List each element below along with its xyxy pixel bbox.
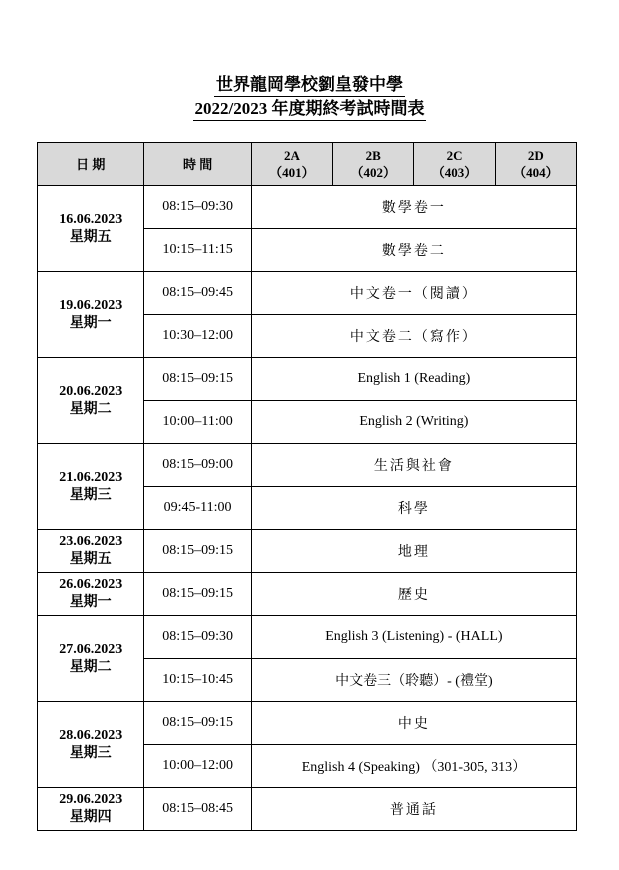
subject-cell: 中史 (251, 702, 576, 745)
class-room: （404） (513, 165, 559, 180)
exam-date: 19.06.2023 (59, 297, 123, 313)
header-row (38, 143, 577, 186)
subject-cell: 中文卷二（寫作） (251, 315, 576, 358)
header-class-2d (495, 143, 576, 186)
exam-weekday: 星期一 (69, 315, 112, 331)
table-row (38, 272, 577, 315)
subject-cell: 歷史 (251, 573, 576, 616)
time-cell: 08:15–09:15 (144, 573, 251, 616)
class-name: 2C (446, 148, 463, 163)
subject-cell: 數學卷二 (251, 229, 576, 272)
exam-weekday: 星期四 (69, 810, 112, 825)
time-cell: 08:15–09:30 (144, 186, 251, 229)
header-time: 時 間 (144, 143, 251, 186)
subject-cell: 中文卷一（閱讀） (251, 272, 576, 315)
time-cell: 10:00–12:00 (144, 745, 251, 788)
exam-date: 23.06.2023 (59, 534, 123, 549)
time-cell: 08:15–09:30 (144, 616, 251, 659)
header-class-2c (414, 143, 495, 186)
time-cell: 09:45-11:00 (144, 487, 251, 530)
exam-date: 16.06.2023 (59, 211, 123, 227)
time-cell: 10:15–10:45 (144, 659, 251, 702)
class-room: （403） (431, 165, 478, 180)
exam-date: 26.06.2023 (59, 577, 123, 592)
exam-date: 21.06.2023 (59, 469, 123, 485)
subject-cell: English 3 (Listening) - (HALL) (251, 616, 576, 659)
date-cell (38, 358, 144, 444)
exam-date: 29.06.2023 (59, 792, 123, 807)
time-cell: 08:15–09:45 (144, 272, 251, 315)
header-date: 日 期 (38, 143, 144, 186)
subject-cell: English 1 (Reading) (251, 358, 576, 401)
document-title (0, 74, 619, 122)
subject-cell: 地理 (251, 530, 576, 573)
subject-cell: 科學 (251, 487, 576, 530)
date-cell (38, 788, 144, 831)
exam-date: 20.06.2023 (59, 383, 123, 399)
time-cell: 10:00–11:00 (144, 401, 251, 444)
subject-cell: English 4 (Speaking) （301-305, 313） (251, 745, 576, 788)
header-class-2b (333, 143, 414, 186)
date-cell (38, 573, 144, 616)
time-cell: 08:15–09:15 (144, 530, 251, 573)
class-name: 2B (365, 148, 381, 163)
subject-cell: 生活與社會 (251, 444, 576, 487)
exam-weekday: 星期二 (69, 659, 112, 675)
header-class-2a (251, 143, 332, 186)
exam-weekday: 星期二 (69, 401, 112, 417)
time-cell: 08:15–08:45 (144, 788, 251, 831)
exam-date: 28.06.2023 (59, 727, 123, 743)
table-row (38, 444, 577, 487)
table-row (38, 702, 577, 745)
subject-cell: 中文卷三（聆聽）- (禮堂) (251, 659, 576, 702)
date-cell (38, 530, 144, 573)
class-room: （402） (350, 165, 396, 180)
subject-cell: English 2 (Writing) (251, 401, 576, 444)
subject-cell: 普通話 (251, 788, 576, 831)
class-name: 2A (283, 148, 300, 163)
class-name: 2D (527, 148, 544, 163)
time-cell: 08:15–09:00 (144, 444, 251, 487)
exam-schedule-table (37, 142, 577, 831)
class-room: （401） (269, 165, 315, 180)
exam-weekday: 星期五 (69, 229, 112, 245)
table-row (38, 530, 577, 573)
date-cell (38, 186, 144, 272)
exam-weekday: 星期一 (69, 595, 112, 610)
date-cell (38, 616, 144, 702)
exam-weekday: 星期三 (69, 487, 112, 503)
date-cell (38, 272, 144, 358)
table-row (38, 616, 577, 659)
school-name: 世界龍岡學校劉皇發中學 (214, 74, 405, 97)
table-row (38, 186, 577, 229)
exam-date: 27.06.2023 (59, 641, 123, 657)
table-row (38, 788, 577, 831)
exam-weekday: 星期三 (69, 745, 112, 761)
time-cell: 08:15–09:15 (144, 702, 251, 745)
table-row (38, 358, 577, 401)
date-cell (38, 444, 144, 530)
time-cell: 10:30–12:00 (144, 315, 251, 358)
date-cell (38, 702, 144, 788)
exam-weekday: 星期五 (69, 552, 112, 567)
time-cell: 10:15–11:15 (144, 229, 251, 272)
subject-cell: 數學卷一 (251, 186, 576, 229)
schedule-title: 2022/2023 年度期終考試時間表 (193, 98, 427, 121)
time-cell: 08:15–09:15 (144, 358, 251, 401)
table-row (38, 573, 577, 616)
